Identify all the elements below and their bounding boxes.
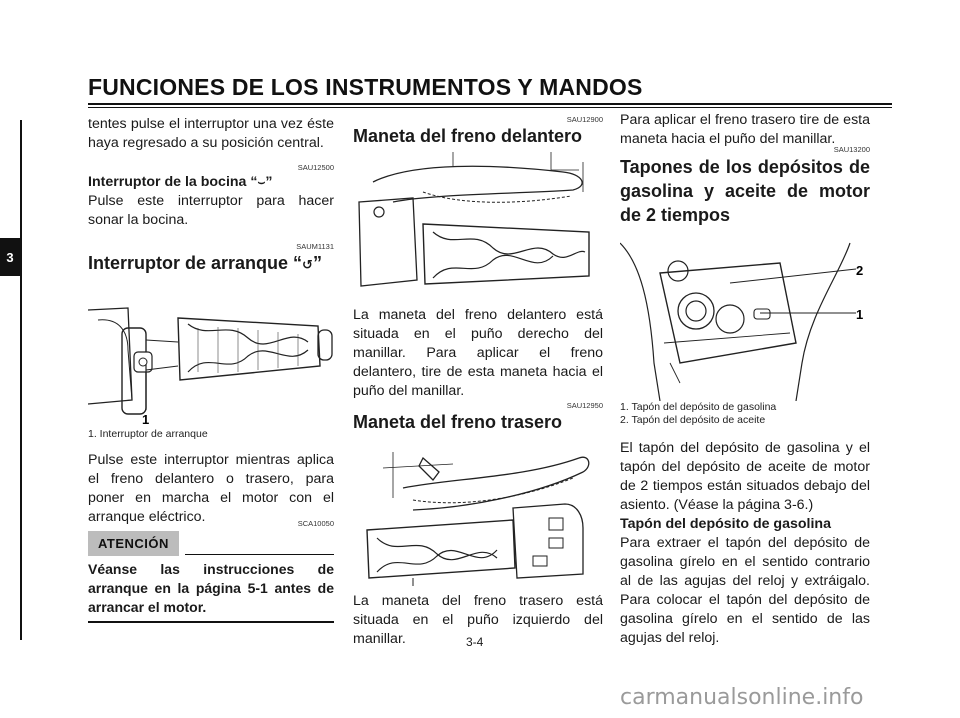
page-number: 3-4: [466, 635, 484, 649]
horn-switch-text: Pulse este interruptor para hacer sonar la bocina.: [88, 193, 334, 228]
chapter-tab: 3: [0, 238, 20, 276]
caption-oil-cap: 2. Tapón del depósito de aceite: [620, 414, 766, 426]
ref-code: SAU12900: [566, 115, 603, 124]
start-icon: ↺: [302, 257, 313, 272]
handlebar-illustration: [88, 280, 334, 428]
ref-code: SAU12500: [297, 163, 334, 172]
rear-brake-title: Maneta del freno trasero: [353, 412, 563, 432]
tanks-text: El tapón del depósito de gasolina y el tapón del depósito de aceite de motor de 2 tiempos están situados debajo del asiento. (Véase la página 3-6.): [620, 440, 870, 513]
callout-oil-cap: 2: [856, 263, 864, 278]
horn-switch-title: Interruptor de la bocina “⌣”: [88, 174, 273, 190]
column-3: [620, 112, 870, 648]
warning-rule: [185, 554, 334, 555]
front-brake-title: Maneta del freno delantero: [353, 126, 583, 146]
start-switch-text: Pulse este interruptor mientras aplica el freno delantero o trasero, para poner en marcha el motor con el arranque eléctrico.: [88, 452, 334, 525]
column-1: [88, 115, 334, 623]
page-title: FUNCIONES DE LOS INSTRUMENTOS Y MANDOS: [88, 74, 643, 100]
fuel-cap-title: Tapón del depósito de gasolina: [620, 516, 831, 532]
ref-code: SAU12950: [566, 401, 603, 410]
ref-code: SAUM1131: [296, 242, 334, 251]
warning-bottom-rule: [88, 621, 334, 623]
start-switch-figure: [88, 280, 334, 428]
rear-brake-illustration: [353, 438, 603, 586]
header-rule-thin: [88, 107, 892, 108]
caption-fuel-cap: 1. Tapón del depósito de gasolina: [620, 401, 777, 413]
warning-header: [88, 531, 334, 556]
front-brake-illustration: [353, 152, 603, 302]
ref-code: SCA10050: [297, 519, 334, 528]
ref-code: SAU13200: [833, 145, 870, 154]
column-2: [353, 115, 603, 649]
rear-brake-text: La maneta del freno trasero está situada en el puño izquierdo del manillar.: [353, 593, 603, 647]
tanks-title: Tapones de los depósitos de gasolina y aceite de motor de 2 tiempos: [620, 157, 870, 225]
intro-text: tentes pulse el interruptor una vez éste haya regresado a su posición central.: [88, 116, 334, 151]
start-switch-title: Interruptor de arranque “↺”: [88, 253, 322, 273]
front-brake-text: La maneta del freno delantero está situada en el puño derecho del manillar. Para aplicar el freno delantero, tire de esta maneta hacia el puño del manillar.: [353, 307, 603, 399]
watermark: carmanualsonline.info: [620, 685, 864, 710]
page-header: [88, 74, 892, 108]
fuel-cap-text: Para extraer el tapón del depósito de gasolina gírelo en el sentido contrario al de las agujas del reloj y extráigalo. Para colocar el tapón del depósito de gasolina gírelo en el sentido de las agujas del reloj.: [620, 535, 870, 646]
warning-text: Véanse las instrucciones de arranque en la página 5-1 antes de arrancar el motor.: [88, 561, 334, 615]
rear-brake-figure: [353, 438, 603, 586]
figure-callout: 1: [142, 412, 150, 427]
tanks-figure: [620, 233, 870, 401]
horn-icon: ⌣: [257, 175, 266, 189]
callout-fuel-cap: 1: [856, 307, 864, 322]
warning-label: ATENCIÓN: [88, 531, 179, 556]
front-brake-figure: [353, 152, 603, 302]
tanks-illustration: [620, 233, 870, 401]
header-rule: [88, 103, 892, 105]
side-line: [20, 120, 22, 640]
figure-caption: 1. Interruptor de arranque: [88, 428, 208, 440]
intro-text: Para aplicar el freno trasero tire de esta maneta hacia el puño del manillar.: [620, 112, 870, 147]
